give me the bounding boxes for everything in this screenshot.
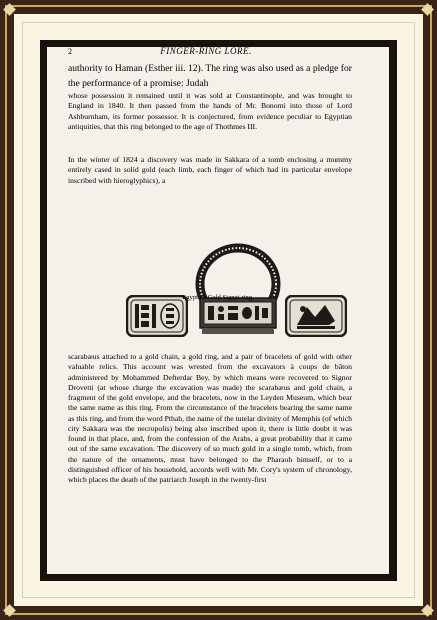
hieroglyph-plate-left [126,295,188,337]
paragraph-2: In the winter of 1824 a discovery was made in Sakkara of a tomb enclosing a mummy entirely cased in solid gold (each limb, each finger of which had its particular envelope inscribed with hieroglyphics), a [68,155,352,185]
page-header [56,47,356,61]
page-number: 2 [68,47,72,56]
figure-caption: Egyptian Gold Signet-ring. [182,294,254,301]
lead-paragraph: authority to Haman (Esther iii. 12). The ring was also used as a pledge for the performance of a promise: Judah [68,63,352,89]
hieroglyph-plate-right [285,295,347,337]
running-head: FINGER-RING LORE. [160,46,252,56]
paragraph-1: whose possession it remained until it was sold at Constantinople, and was brought to England in 1840. It then passed from the hands of Mr. Bonomi into those of Lord Ashburnham, its former possessor. It is conjectured, from evidence peculiar to Egyptian antiquities, that this ring belonged to the age of Thothmes III. [68,91,352,131]
paragraph-3: scarabæus attached to a gold chain, a gold ring, and a pair of bracelets of gold with other valuable relics. This account was wrested from the excavators à coups de bâton administered by Mohammed Defterdar Bey, by which means were recovered to Signor Drovetti (at whose charge the excavation was made) the scarabæus and gold chain, a fragment of the gold envelope, and the bracelets, now in the Leyden Museum, which bear the same name as this ring. From the circumstance of the bracelets bearing the same name as this ring, and from the word Pthah, the name of the tutelar divinity of Memphis (of which city Sakkara was the necropolis) being also inscribed upon it, there is little doubt it was found in that place, and, from the confession of the Arabs, a great probability that it came out of the same excavation. The discovery of so much gold in a single tomb, which, from the nature of the ornaments, must have belonged to the Pharaoh himself, or to a distinguished officer of his household, accords well with Mr. Cory's system of chronology, which places the death of the patriarch Joseph in the twenty-first [68,352,352,484]
